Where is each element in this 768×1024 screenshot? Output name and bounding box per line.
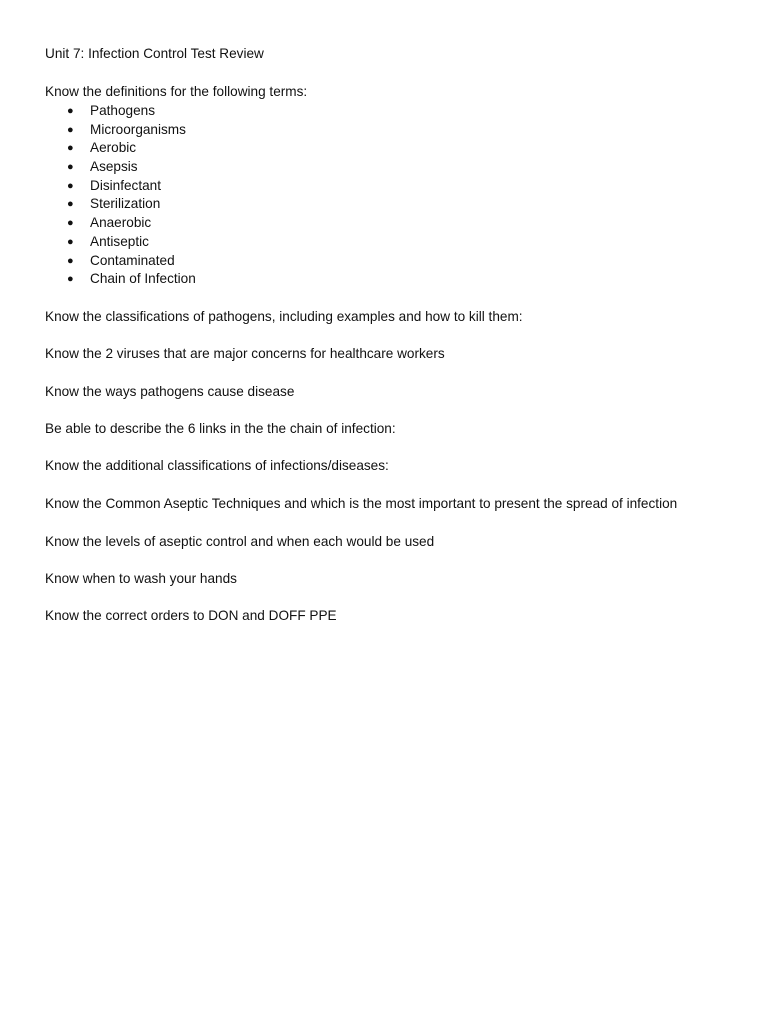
statement-chain-links: Be able to describe the 6 links in the the chain of infection: — [45, 421, 396, 436]
statement-aseptic-techniques: Know the Common Aseptic Techniques and which is the most important to present the spread of infection — [45, 496, 678, 511]
bullet-icon: ● — [67, 161, 74, 174]
statement-hand-washing: Know when to wash your hands — [45, 571, 237, 586]
term-label: Disinfectant — [90, 177, 162, 193]
statement-pathogen-classifications: Know the classifications of pathogens, including examples and how to kill them: — [45, 309, 523, 324]
term-label: Pathogens — [90, 103, 156, 118]
statement-viruses: Know the 2 viruses that are major concerns for healthcare workers — [45, 346, 445, 361]
document-title: Unit 7: Infection Control Test Review — [45, 46, 264, 61]
statement-ppe-order: Know the correct orders to DON and DOFF PPE — [45, 608, 337, 623]
bullet-icon: ● — [67, 179, 74, 192]
bullet-icon: ● — [67, 105, 74, 117]
term-label: Asepsis — [90, 159, 138, 175]
term-label: Chain of Infection — [90, 271, 196, 287]
statement-infection-classifications: Know the additional classifications of infections/diseases: — [45, 458, 389, 473]
term-label: Sterilization — [90, 196, 161, 212]
statement-aseptic-control-levels: Know the levels of aseptic control and when each would be used — [45, 534, 435, 549]
bullet-icon: ● — [67, 235, 74, 248]
statement-disease-causes: Know the ways pathogens cause disease — [45, 384, 295, 399]
term-label: Microorganisms — [90, 121, 186, 137]
bullet-icon: ● — [67, 273, 74, 286]
term-label: Anaerobic — [90, 215, 152, 231]
terms-intro: Know the definitions for the following terms: — [45, 84, 308, 99]
term-label: Contaminated — [90, 252, 175, 268]
bullet-icon: ● — [67, 254, 74, 267]
bullet-icon: ● — [67, 198, 74, 211]
term-label: Antiseptic — [90, 233, 149, 249]
bullet-icon: ● — [67, 217, 74, 230]
bullet-icon: ● — [67, 123, 74, 136]
bullet-icon: ● — [67, 142, 74, 155]
term-label: Aerobic — [90, 140, 137, 156]
